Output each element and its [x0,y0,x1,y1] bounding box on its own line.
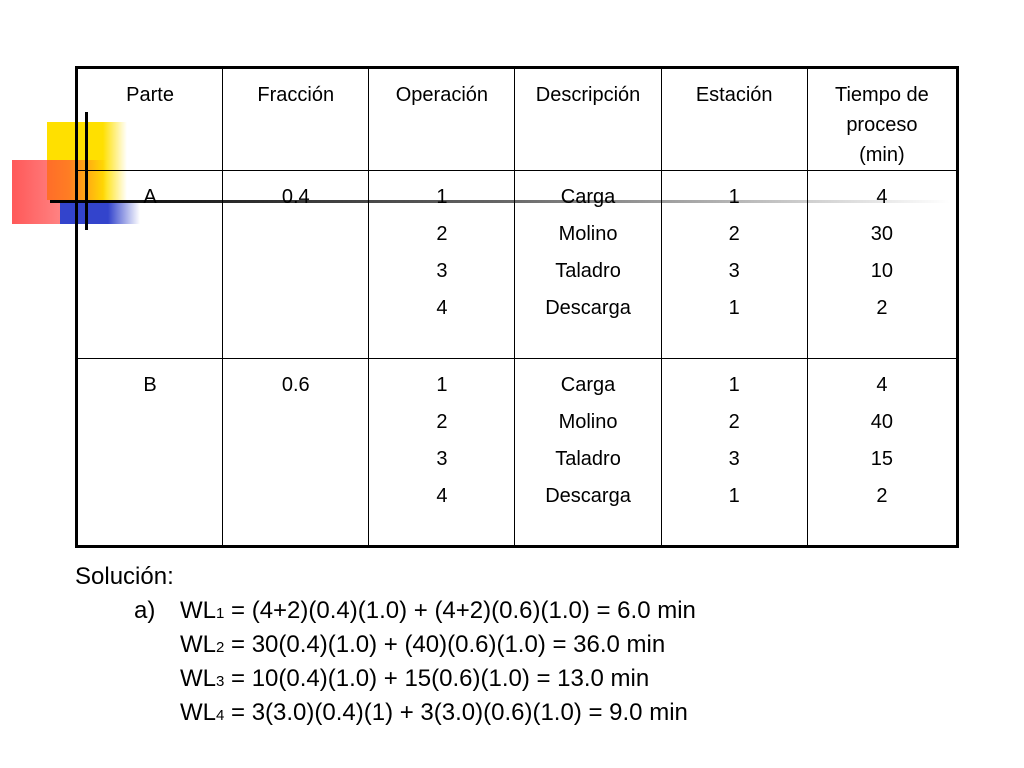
cell-operations: 1 2 3 4 [369,359,515,547]
cell-descriptions: Carga Molino Taladro Descarga [515,359,661,547]
equation-line: WL3 = 10(0.4)(1.0) + 15(0.6)(1.0) = 13.0 min [180,665,650,692]
equation-line: WL2 = 30(0.4)(1.0) + (40)(0.6)(1.0) = 36.0 min [180,631,666,658]
equation-list [134,594,940,730]
cell-operations: 1 2 3 4 [369,171,515,359]
cell-part: A [77,171,223,359]
cell-fraction: 0.4 [223,171,369,359]
header-tiempo-line: proceso [846,114,918,136]
cell-times: 4 40 15 2 [807,359,957,547]
table-row [77,171,958,359]
equation-line: WL1 = (4+2)(0.4)(1.0) + (4+2)(0.6)(1.0) = 6.0 min [180,597,696,624]
header-operacion: Operación [369,68,515,171]
cell-times: 4 30 10 2 [807,171,957,359]
header-tiempo-line: Tiempo de [835,84,929,106]
solution-section [75,560,696,726]
header-fraccion: Fracción [223,68,369,171]
header-tiempo [807,68,957,171]
process-table [75,66,959,548]
table-header-row [77,68,958,171]
table-row [77,359,958,547]
header-estacion: Estación [661,68,807,171]
header-descripcion: Descripción [515,68,661,171]
equation-line: WL4 = 3(3.0)(0.4)(1) + 3(3.0)(0.6)(1.0) = 9.0 min [180,699,688,726]
cell-part: B [77,359,223,547]
header-tiempo-line: (min) [859,144,905,166]
header-parte: Parte [77,68,223,171]
cell-stations: 1 2 3 1 [661,359,807,547]
cell-fraction: 0.6 [223,359,369,547]
cell-stations: 1 2 3 1 [661,171,807,359]
list-marker: a) [134,597,156,624]
cell-descriptions: Carga Molino Taladro Descarga [515,171,661,359]
solution-title: Solución: [75,563,174,590]
